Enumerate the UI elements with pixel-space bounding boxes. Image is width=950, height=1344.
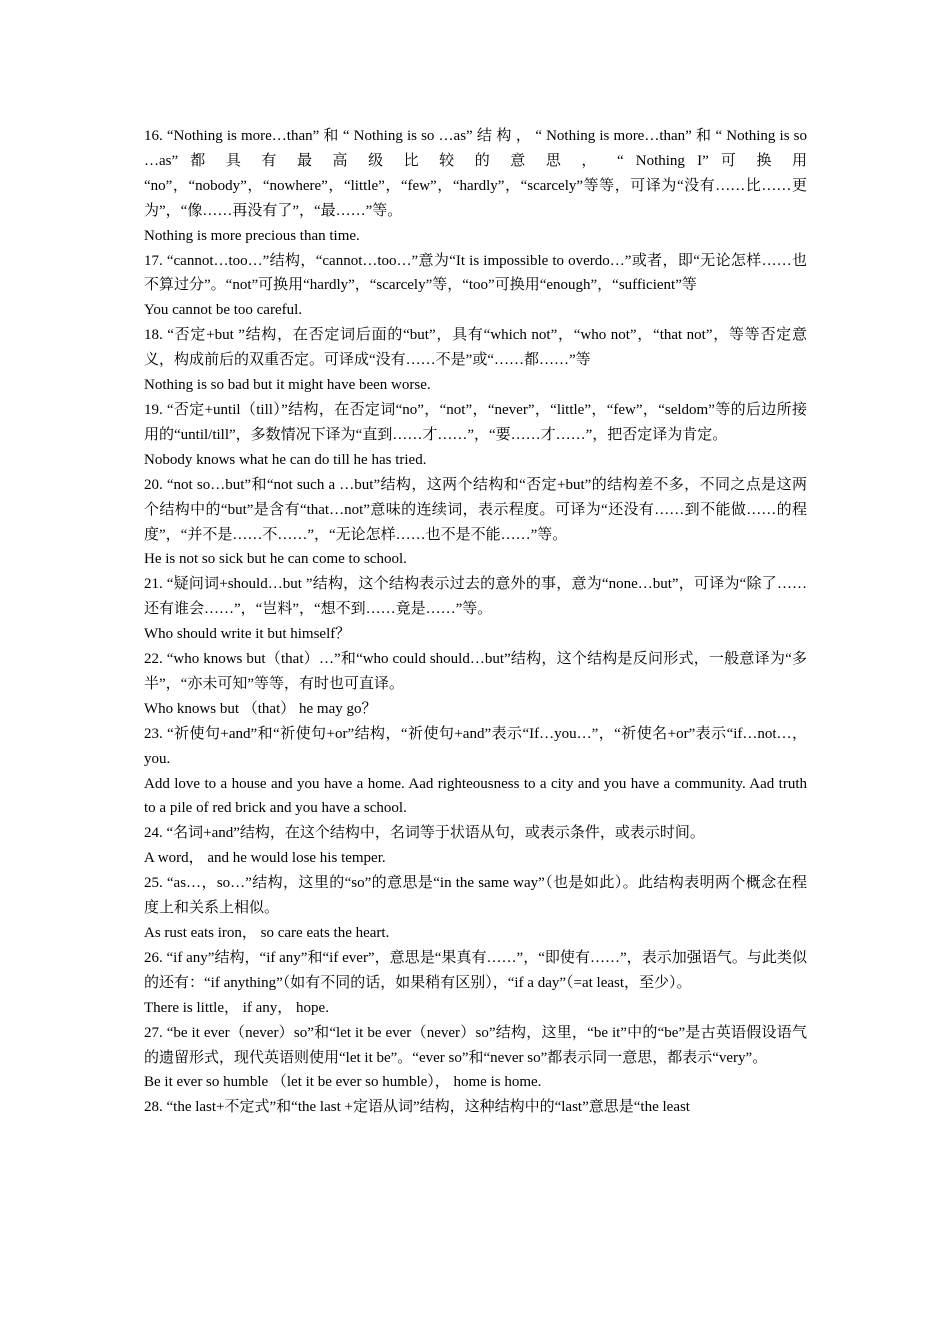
example-sentence-21: Who should write it but himself？ — [144, 626, 351, 643]
paragraph-item-20: 20. “not so…but”和“not such a …but”结构，这两个结构和“否定+but”的结构差不多，不同之点是这两个结构中的“but”是含有“that…not”意味的连续词，表示程度。可译为“还没有……到不能做……的程度”，“并不是……不……”，“无论怎样……也不是不能……”等。 — [144, 476, 807, 543]
example-sentence-22: Who knows but （that） he may go？ — [144, 700, 377, 717]
example-sentence-25: As rust eats iron， so care eats the heart. — [144, 925, 390, 941]
example-sentence-18: Nothing is so bad but it might have been worse. — [144, 377, 431, 394]
paragraph-item-17: 17. “cannot…too…”结构，“cannot…too…”意为“It is impossible to overdo…”或者，即“无论怎样……也不算过分”。“not”可换用“hardly”，“scarcely”等，“too”可换用“enough”，“sufficient”等 — [144, 252, 807, 294]
paragraph-item-18: 18. “否定+but ”结构，在否定词后面的“but”，具有“which not”，“who not”，“that not”，等等否定意义，构成前后的双重否定。可译成“没有……不是”或“……都……”等 — [144, 327, 807, 369]
example-sentence-23: Add love to a house and you have a home. Aad righteousness to a city and you have a community. Aad truth to a pile of red brick and you have a school. — [144, 775, 807, 817]
example-sentence-19: Nobody knows what he can do till he has tried. — [144, 451, 427, 468]
example-sentence-16: Nothing is more precious than time. — [144, 227, 360, 244]
paragraph-item-24: 24. “名词+and”结构，在这个结构中，名词等于状语从句，或表示条件，或表示时间。 — [144, 825, 705, 842]
paragraph-item-21: 21. “疑问词+should…but ”结构，这个结构表示过去的意外的事，意为“none…but”，可译为“除了……还有谁会……”，“岂料”，“想不到……竟是……”等。 — [144, 576, 807, 618]
paragraph-item-26: 26. “if any”结构，“if any”和“if ever”，意思是“果真有……”，“即使有……”，表示加强语气。与此类似的还有：“if anything”（如有不同的话，如果稍有区别），“if a day”（=at least，至少）。 — [144, 949, 807, 991]
paragraph-item-19: 19. “否定+until（till）”结构，在否定词“no”，“not”，“never”，“little”，“few”，“seldom”等的后边所接用的“until/till”，多数情况下译为“直到……才……”，“要……才……”，把否定译为肯定。 — [144, 401, 807, 443]
example-sentence-26: There is little， if any， hope. — [144, 999, 329, 1016]
paragraph-item-22: 22. “who knows but（that）…”和“who could should…but”结构，这个结构是反问形式，一般意译为“多半”，“亦未可知”等等，有时也可直译。 — [144, 651, 807, 692]
document-body — [144, 124, 807, 1120]
paragraph-item-25: 25. “as…，so…”结构，这里的“so”的意思是“in the same way”（也是如此）。此结构表明两个概念在程度上和关系上相似。 — [144, 875, 807, 917]
example-sentence-27: Be it ever so humble （let it be ever so humble）， home is home. — [144, 1074, 542, 1091]
paragraph-item-28: 28. “the last+不定式”和“the last +定语从词”结构，这种结构中的“last”意思是“the least — [144, 1099, 690, 1116]
example-sentence-24: A word， and he would lose his temper. — [144, 850, 386, 867]
paragraph-item-27: 27. “be it ever（never）so”和“let it be ever（never）so”结构，这里，“be it”中的“be”是古英语假设语气的遗留形式，现代英语则使用“let it be”。“ever so”和“never so”都表示同一意思，都表示“very”。 — [144, 1024, 807, 1066]
example-sentence-20: He is not so sick but he can come to school. — [144, 551, 407, 568]
paragraph-item-16: 16. “Nothing is more…than” 和 “ Nothing is so …as” 结 构 ， “ Nothing is more…than” 和 “ Nothing is so …as” 都 具 有 最 高 级 比 较 的 意 思 ， “ Nothing I” 可 换 用 “no”，“nobody”，“nowhere”，“little”，“few”，“hardly”，“scarcely”等等，可译为“没有……比……更为”，“像……再没有了”，“最……”等。 — [144, 128, 807, 219]
example-sentence-17: You cannot be too careful. — [144, 302, 303, 319]
paragraph-item-23: 23. “祈使句+and”和“祈使句+or”结构，“祈使句+and”表示“If…you…”，“祈使名+or”表示“if…not…，you. — [144, 725, 807, 767]
